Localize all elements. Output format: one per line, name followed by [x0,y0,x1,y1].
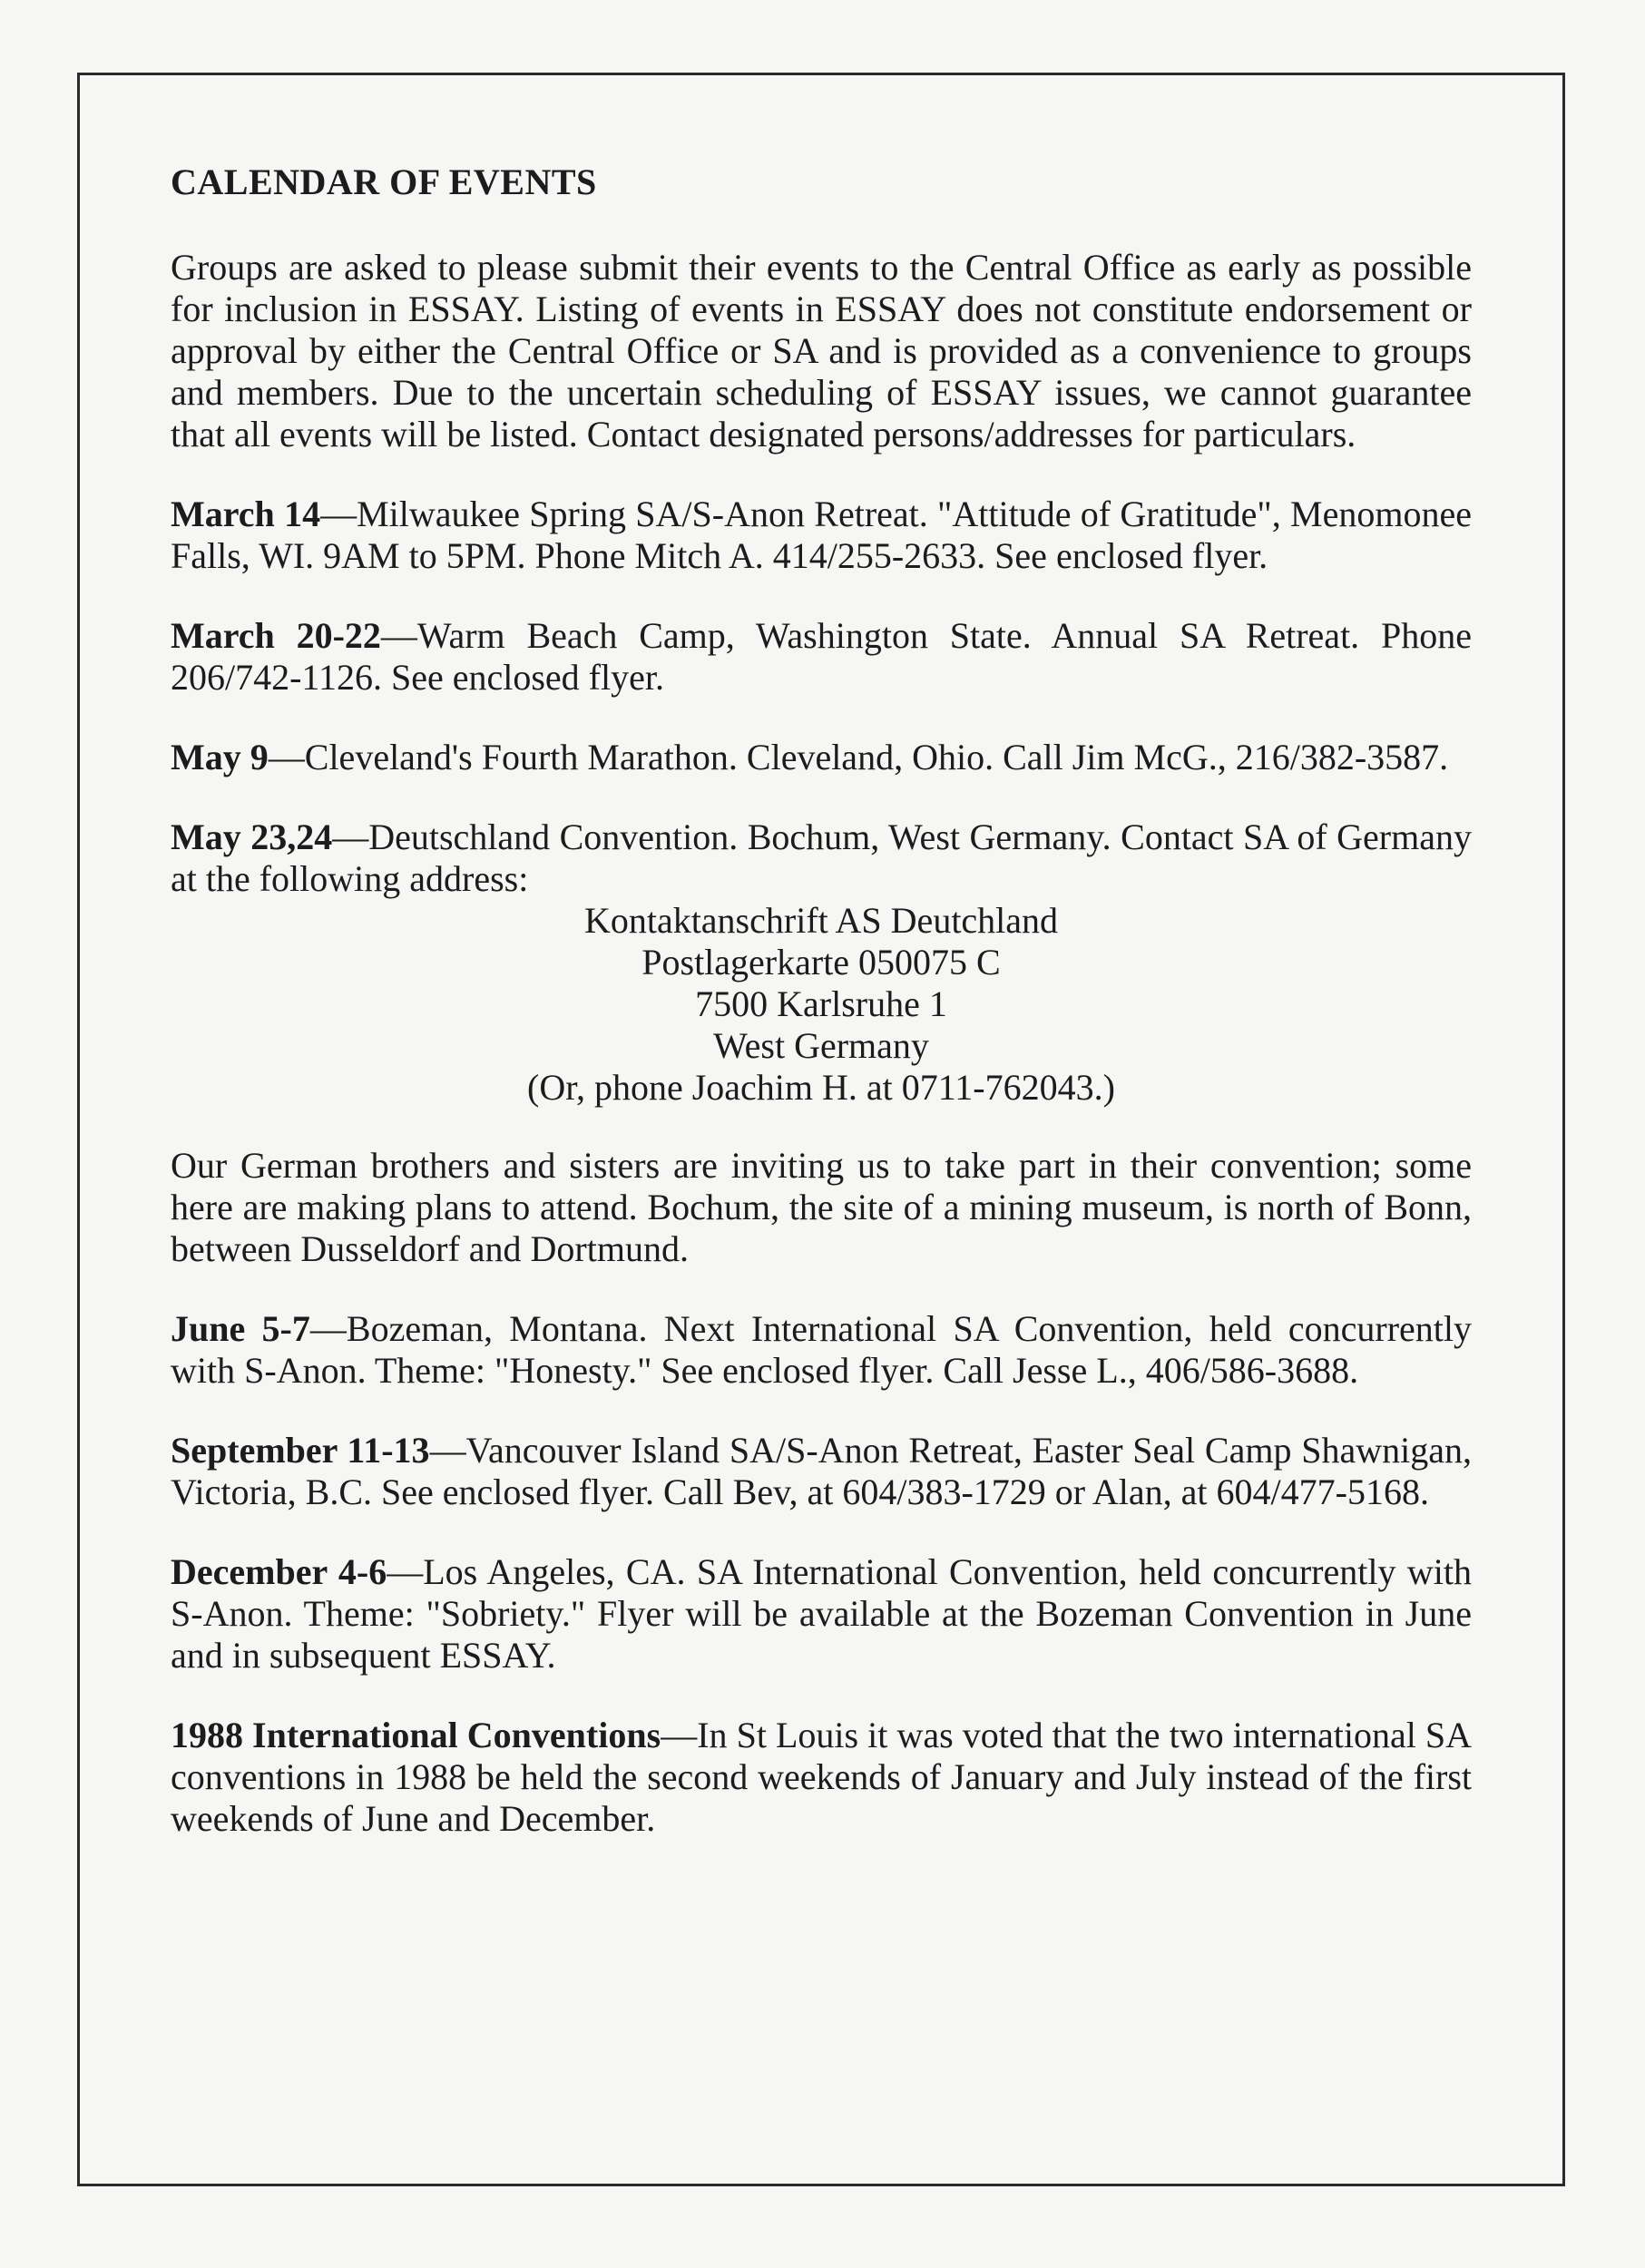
event-date: March 14 [171,494,321,534]
event-march-20-22 [171,615,1472,699]
intro-paragraph: Groups are asked to please submit their events to the Central Office as early as possible for inclusion in ESSAY. Listing of events in ESSAY does not constitute endorsement or approval by either the Central Office or SA and is provided as a convenience to groups and members. Due to the uncertain scheduling of ESSAY issues, we cannot guarantee that all events will be listed. Contact designated persons/addresses for particulars. [171,247,1472,455]
event-text: —Vancouver Island SA/S-Anon Retreat, Easter Seal Camp Shawnigan, Victoria, B.C. See enclosed flyer. Call Bev, at 604/383-1729 or Alan, at 604/477-5168. [171,1430,1472,1512]
event-1988-international-conventions [171,1715,1472,1840]
event-september-11-13 [171,1430,1472,1513]
event-date: December 4-6 [171,1551,387,1592]
event-december-4-6 [171,1551,1472,1677]
event-text: —Bozeman, Montana. Next International SA Convention, held concurrently with S-Anon. Theme: "Honesty." See enclosed flyer. Call Jesse L., 406/586-3688. [171,1308,1472,1391]
event-may-9 [171,737,1472,778]
event-date: May 23,24 [171,816,333,857]
event-text: —Warm Beach Camp, Washington State. Annual SA Retreat. Phone 206/742-1126. See enclosed flyer. [171,615,1472,698]
address-line: Postlagerkarte 050075 C [641,942,1001,982]
event-march-14 [171,494,1472,577]
germany-address [171,900,1472,1109]
event-text: —Deutschland Convention. Bochum, West Germany. Contact SA of Germany at the following address: [171,816,1472,899]
event-date: September 11-13 [171,1430,430,1471]
event-text: —Cleveland's Fourth Marathon. Cleveland, Ohio. Call Jim McG., 216/382-3587. [268,737,1449,777]
page-border [77,73,1565,2186]
event-may-23-24 [171,816,1472,900]
address-line: 7500 Karlsruhe 1 [695,983,947,1024]
event-text: —Los Angeles, CA. SA International Convention, held concurrently with S-Anon. Theme: "Sobriety." Flyer will be available at the Bozeman Convention in June and in subsequent ESSAY. [171,1551,1472,1676]
address-line: (Or, phone Joachim H. at 0711-762043.) [527,1067,1115,1108]
event-date: 1988 International Conventions [171,1715,661,1755]
calendar-content [171,161,1472,1878]
event-text: —Milwaukee Spring SA/S-Anon Retreat. "Attitude of Gratitude", Menomonee Falls, WI. 9AM to 5PM. Phone Mitch A. 414/255-2633. See enclosed flyer. [171,494,1472,576]
event-date: June 5-7 [171,1308,310,1349]
address-line: Kontaktanschrift AS Deutchland [583,900,1059,941]
page-title: CALENDAR OF EVENTS [171,161,597,202]
event-date: March 20-22 [171,615,381,656]
event-text: —In St Louis it was voted that the two international SA conventions in 1988 be held the second weekends of January and July instead of the first weekends of June and December. [171,1715,1472,1839]
address-line: West Germany [713,1025,929,1066]
germany-note-paragraph: Our German brothers and sisters are inviting us to take part in their convention; some here are making plans to attend. Bochum, the site of a mining museum, is north of Bonn, between Dusseldorf and Dortmund. [171,1145,1472,1269]
event-date: May 9 [171,737,269,777]
event-june-5-7 [171,1308,1472,1392]
